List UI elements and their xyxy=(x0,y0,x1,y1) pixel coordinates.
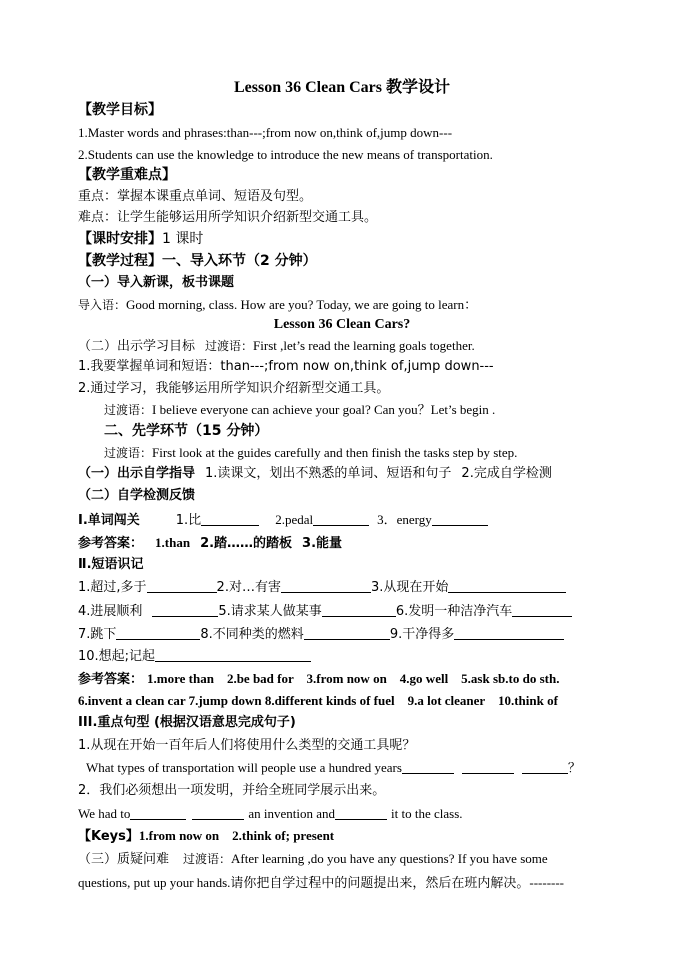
self-study-text-2: 2.完成自学检测 xyxy=(461,466,552,481)
word-2-blank xyxy=(313,512,369,526)
phrase-8: 8.不同种类的燃料 xyxy=(200,627,304,642)
schedule-label: 【课时安排】 xyxy=(78,231,162,247)
phrase-6: 6.发明一种洁净汽车 xyxy=(395,604,513,619)
keys-line xyxy=(78,827,334,846)
intro-line xyxy=(78,296,477,314)
sentence-1-blank-1 xyxy=(402,760,454,774)
keys-text: 1.from now on 2.think of; present xyxy=(138,828,335,843)
phrase-3: 3.从现在开始 xyxy=(370,580,449,595)
sentence-level-heading: III.重点句型 (根据汉语意思完成句子) xyxy=(78,715,296,730)
transition-2-label: 过渡语： xyxy=(104,446,153,460)
sentence-2-blank-2 xyxy=(192,806,244,820)
phrase-2: 2.对…有害 xyxy=(216,580,281,595)
phrase-10: 10.想起;记起 xyxy=(78,649,156,664)
phrase-6-blank xyxy=(512,603,572,617)
intro-heading: （一）导入新课，板书课题 xyxy=(78,275,235,290)
answer-2-text-1: 1.more than 2.be bad for 3.from now on 4.go well 5.ask sb.to do sth. xyxy=(147,671,560,686)
step2-heading: 二、先学环节（15 分钟） xyxy=(104,423,269,439)
phrase-5-blank xyxy=(322,603,396,617)
qa-heading: （三）质疑问难 xyxy=(78,852,170,867)
qa-text-1: After learning ,do you have any questions? If you have some xyxy=(231,851,548,866)
process-line xyxy=(78,252,317,270)
phrase-1: 1.超过,多于 xyxy=(78,580,147,595)
feedback-heading: （二）自学检测反馈 xyxy=(78,488,196,503)
transition-1 xyxy=(104,401,495,419)
sentence-2-text-a: We had to xyxy=(78,806,131,821)
sentence-1-cn: 1.从现在开始一百年后人们将使用什么类型的交通工具呢？ xyxy=(78,738,416,753)
word-1-label: 1.比 xyxy=(175,513,202,528)
intro-label: 导入语： xyxy=(78,298,127,312)
goals-heading: 【教学目标】 xyxy=(78,102,162,118)
phrase-row-3 xyxy=(78,626,564,644)
sentence-2-cn: 2．我们必须想出一项发明，并给全班同学展示出来。 xyxy=(78,783,386,798)
self-study-heading: （一）出示自学指导 xyxy=(78,466,196,481)
process-step1: 一、导入环节（2 分钟） xyxy=(162,253,317,269)
show-goals-label: 过渡语： xyxy=(205,339,254,353)
keys-label: 【Keys】 xyxy=(78,829,139,844)
goal-list-1: 1.我要掌握单词和短语：than---;from now on,think of,jump down--- xyxy=(78,359,494,374)
goal-2: 2.Students can use the knowledge to introduce the new means of transportation. xyxy=(78,147,493,162)
word-level-heading: Ⅰ.单词闯关 xyxy=(78,513,140,528)
goal-list-2: 2.通过学习，我能够运用所学知识介绍新型交通工具。 xyxy=(78,381,390,396)
sentence-2-blank-1 xyxy=(130,806,186,820)
answer-1-label: 参考答案： xyxy=(78,536,144,551)
phrase-row-2 xyxy=(78,603,572,621)
phrase-4: 4.进展顺利 xyxy=(78,604,143,619)
sentence-2-en xyxy=(78,805,463,823)
answer-1-c: 3.能量 xyxy=(302,536,343,551)
word-3-blank xyxy=(432,512,488,526)
sentence-1-en xyxy=(86,759,581,778)
phrase-2-blank xyxy=(281,579,371,593)
sentence-2-text-b: an invention and xyxy=(248,806,336,821)
word-3-label: 3．energy xyxy=(377,512,432,527)
qa-label: 过渡语： xyxy=(183,852,232,866)
sentence-1-text: What types of transportation will people use a hundred years xyxy=(86,760,402,775)
phrase-7: 7.跳下 xyxy=(78,627,117,642)
show-goals-text: First ,let’s read the learning goals together. xyxy=(253,338,475,353)
phrase-5: 5.请求某人做某事 xyxy=(218,604,322,619)
answer-2-line-2: 6.invent a clean car 7.jump down 8.different kinds of fuel 9.a lot cleaner 10.think of xyxy=(78,693,558,708)
phrase-row-4 xyxy=(78,648,311,666)
show-goals-line xyxy=(78,337,475,356)
page-title: Lesson 36 Clean Cars 教学设计 xyxy=(233,79,450,96)
phrase-10-blank xyxy=(155,648,311,662)
schedule-line xyxy=(78,230,203,248)
schedule-value: 1 课时 xyxy=(162,231,204,247)
transition-2-text: First look at the guides carefully and then finish the tasks step by step. xyxy=(152,445,518,460)
phrase-row-1 xyxy=(78,579,566,597)
goal-1: 1.Master words and phrases:than---;from now on,think of,jump down--- xyxy=(78,125,453,140)
sentence-1-blank-2 xyxy=(462,760,514,774)
show-goals-heading: （二）出示学习目标 xyxy=(78,339,196,354)
phrase-9: 9.干净得多 xyxy=(389,627,455,642)
qa-line-1 xyxy=(78,850,548,869)
phrase-level-heading: Ⅱ.短语识记 xyxy=(78,557,144,572)
answer-2-label: 参考答案： xyxy=(78,672,144,687)
answer-2-line-1 xyxy=(78,670,559,689)
phrase-9-blank xyxy=(454,626,564,640)
self-study-line xyxy=(78,465,552,483)
transition-1-label: 过渡语： xyxy=(104,403,153,417)
self-study-text: 1.读课文，划出不熟悉的单词、短语和句子 xyxy=(205,466,452,481)
process-label: 【教学过程】 xyxy=(78,253,162,269)
phrase-4-blank xyxy=(152,603,218,617)
phrase-1-blank xyxy=(147,579,217,593)
transition-2 xyxy=(104,444,517,462)
word-1-blank xyxy=(201,512,259,526)
answer-1-a: 1.than xyxy=(155,535,191,550)
word-level-line xyxy=(78,511,488,530)
lesson-title: Lesson 36 Clean Cars? xyxy=(273,317,411,332)
transition-1-text: I believe everyone can achieve your goal? Can you？Let’s begin . xyxy=(152,402,496,417)
word-2-label: 2.pedal xyxy=(275,512,314,527)
intro-text: Good morning, class. How are you? Today, we are going to learn： xyxy=(126,297,478,312)
keypoint-text: 重点：掌握本课重点单词、短语及句型。 xyxy=(78,189,313,204)
keypoints-heading: 【教学重难点】 xyxy=(78,167,176,183)
sentence-1-blank-3 xyxy=(522,760,568,774)
sentence-1-end: ？ xyxy=(567,761,581,776)
qa-line-2: questions, put up your hands.请你把自学过程中的问题提出来，然后在班内解决。-------- xyxy=(78,875,565,890)
phrase-8-blank xyxy=(304,626,390,640)
sentence-2-text-c: it to the class. xyxy=(391,806,463,821)
difficulty-text: 难点：让学生能够运用所学知识介绍新型交通工具。 xyxy=(78,210,378,225)
phrase-3-blank xyxy=(448,579,566,593)
answer-1-b: 2.踏……的踏板 xyxy=(200,536,293,551)
answer-1-line xyxy=(78,534,342,553)
sentence-2-blank-3 xyxy=(335,806,387,820)
phrase-7-blank xyxy=(116,626,200,640)
